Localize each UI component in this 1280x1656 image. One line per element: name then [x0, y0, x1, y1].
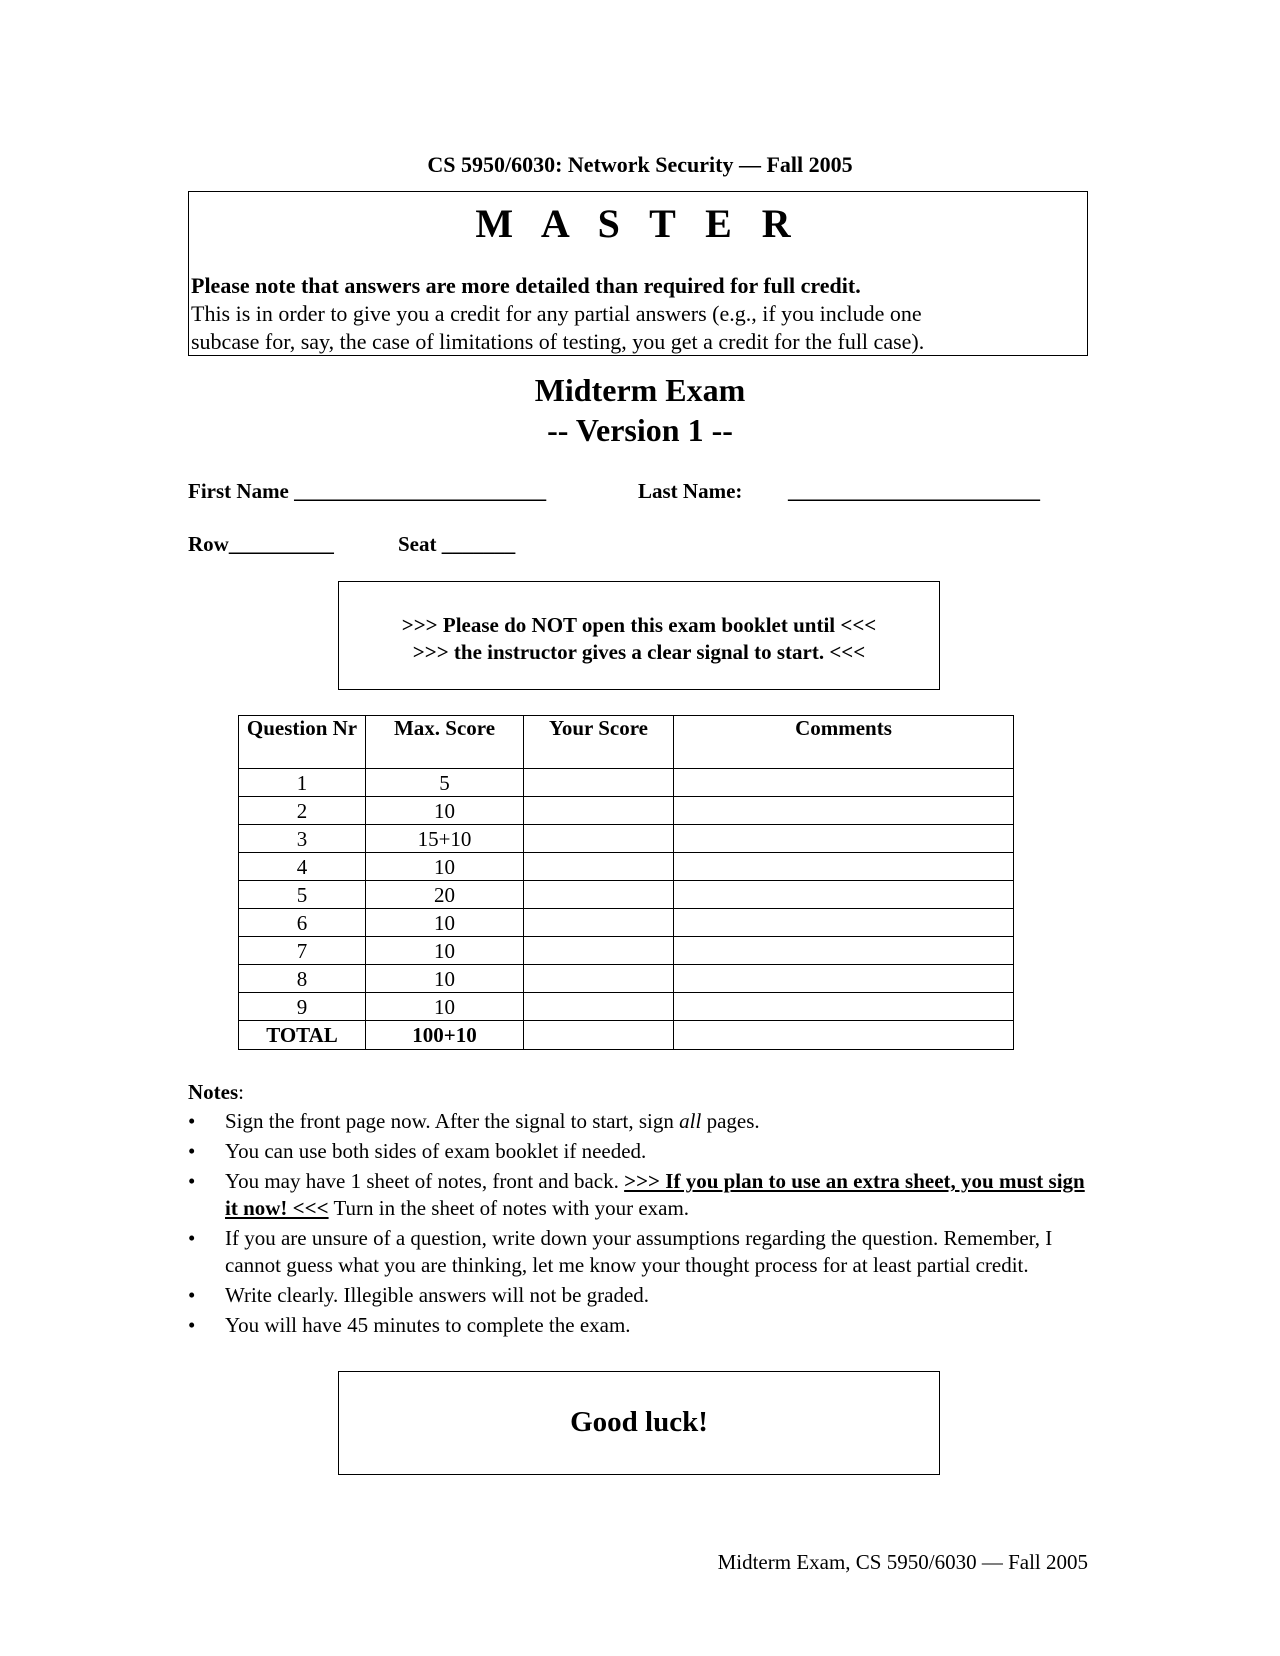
- note-1-emphasis: all: [679, 1109, 702, 1133]
- total-label: TOTAL: [239, 1021, 366, 1050]
- comments-cell[interactable]: [674, 993, 1014, 1021]
- notes-heading: [188, 1080, 244, 1105]
- bullet-icon: •: [188, 1139, 196, 1163]
- row-field[interactable]: Row__________: [188, 532, 334, 556]
- total-max-score: 100+10: [366, 1021, 524, 1050]
- table-row: [239, 797, 1014, 825]
- notes-heading-colon: :: [238, 1080, 244, 1104]
- notes-heading-label: Notes: [188, 1080, 239, 1104]
- master-label: M A S T E R: [475, 201, 801, 246]
- table-row: [239, 881, 1014, 909]
- do-not-open-warning: [338, 581, 940, 690]
- question-number: 4: [239, 853, 366, 881]
- max-score: 10: [366, 797, 524, 825]
- bullet-icon: •: [188, 1313, 196, 1337]
- comments-cell[interactable]: [674, 825, 1014, 853]
- table-row: [239, 965, 1014, 993]
- course-title: CS 5950/6030: Network Security — Fall 2005: [427, 152, 853, 177]
- list-item: [188, 1225, 1088, 1279]
- your-score-cell[interactable]: [524, 993, 674, 1021]
- list-item: [188, 1282, 1088, 1309]
- question-number: 5: [239, 881, 366, 909]
- your-score-cell[interactable]: [524, 769, 674, 797]
- comments-cell[interactable]: [674, 909, 1014, 937]
- master-note-bold: Please note that answers are more detailed than required for full credit.: [191, 273, 861, 298]
- warning-line-1: >>> Please do NOT open this exam booklet until <<<: [401, 613, 877, 637]
- header-question-nr: Question Nr: [239, 716, 366, 769]
- table-row: [239, 937, 1014, 965]
- exam-version: -- Version 1 --: [547, 412, 733, 448]
- list-item: [188, 1312, 1088, 1339]
- master-note-line-2: subcase for, say, the case of limitations of testing, you get a credit for the full case).: [191, 329, 925, 354]
- your-score-cell[interactable]: [524, 825, 674, 853]
- question-number: 8: [239, 965, 366, 993]
- your-score-cell[interactable]: [524, 853, 674, 881]
- total-comments-cell[interactable]: [674, 1021, 1014, 1050]
- question-number: 3: [239, 825, 366, 853]
- page-footer: Midterm Exam, CS 5950/6030 — Fall 2005: [717, 1550, 1088, 1574]
- table-row: [239, 853, 1014, 881]
- master-notice-box: [188, 191, 1088, 356]
- exam-title-block: [0, 370, 1280, 450]
- note-5: Write clearly. Illegible answers will not be graded.: [225, 1283, 650, 1307]
- score-table: [238, 715, 1014, 1050]
- comments-cell[interactable]: [674, 937, 1014, 965]
- max-score: 10: [366, 909, 524, 937]
- max-score: 10: [366, 853, 524, 881]
- good-luck-text: Good luck!: [570, 1406, 708, 1438]
- comments-cell[interactable]: [674, 881, 1014, 909]
- first-name-field[interactable]: First Name ________________________: [188, 479, 547, 503]
- question-number: 6: [239, 909, 366, 937]
- question-number: 7: [239, 937, 366, 965]
- header-max-score: Max. Score: [366, 716, 524, 769]
- header-comments: Comments: [674, 716, 1014, 769]
- note-6: You will have 45 minutes to complete the exam.: [225, 1313, 631, 1337]
- max-score: 5: [366, 769, 524, 797]
- exam-title: Midterm Exam: [534, 372, 746, 408]
- bullet-icon: •: [188, 1226, 196, 1250]
- note-2: You can use both sides of exam booklet if needed.: [225, 1139, 647, 1163]
- table-row: [239, 769, 1014, 797]
- note-3-part-a: You may have 1 sheet of notes, front and back.: [225, 1169, 625, 1193]
- max-score: 20: [366, 881, 524, 909]
- question-number: 9: [239, 993, 366, 1021]
- max-score: 15+10: [366, 825, 524, 853]
- note-3-part-b: Turn in the sheet of notes with your exam.: [328, 1196, 690, 1220]
- max-score: 10: [366, 937, 524, 965]
- header-your-score: Your Score: [524, 716, 674, 769]
- max-score: 10: [366, 993, 524, 1021]
- max-score: 10: [366, 965, 524, 993]
- question-number: 2: [239, 797, 366, 825]
- master-note: [191, 272, 924, 356]
- note-1-part-b: pages.: [701, 1109, 760, 1133]
- your-score-cell[interactable]: [524, 797, 674, 825]
- warning-line-2: >>> the instructor gives a clear signal to start. <<<: [412, 640, 866, 664]
- comments-cell[interactable]: [674, 853, 1014, 881]
- table-header-row: [239, 716, 1014, 769]
- bullet-icon: •: [188, 1283, 196, 1307]
- total-row: [239, 1021, 1014, 1050]
- table-row: [239, 909, 1014, 937]
- note-1-part-a: Sign the front page now. After the signal to start, sign: [225, 1109, 680, 1133]
- list-item: [188, 1168, 1088, 1222]
- last-name-label: Last Name:: [638, 479, 743, 503]
- table-row: [239, 825, 1014, 853]
- note-3-extra-sheet-warning: >>> If you plan to use an extra sheet, you must sign it now! <<<: [225, 1169, 1085, 1220]
- list-item: [188, 1108, 1088, 1135]
- notes-list: [188, 1108, 1088, 1342]
- master-note-line-1: This is in order to give you a credit for any partial answers (e.g., if you include one: [191, 301, 922, 326]
- your-score-cell[interactable]: [524, 881, 674, 909]
- note-4: If you are unsure of a question, write down your assumptions regarding the question. Remember, I cannot guess what you are thinking, let me know your thought process for at least partial credit.: [225, 1226, 1053, 1277]
- comments-cell[interactable]: [674, 797, 1014, 825]
- your-score-cell[interactable]: [524, 937, 674, 965]
- question-number: 1: [239, 769, 366, 797]
- last-name-field[interactable]: ________________________: [788, 479, 1040, 503]
- bullet-icon: •: [188, 1169, 196, 1193]
- list-item: [188, 1138, 1088, 1165]
- seat-field[interactable]: Seat _______: [398, 532, 516, 556]
- your-score-cell[interactable]: [524, 965, 674, 993]
- total-your-score-cell[interactable]: [524, 1021, 674, 1050]
- bullet-icon: •: [188, 1109, 196, 1133]
- comments-cell[interactable]: [674, 965, 1014, 993]
- table-row: [239, 993, 1014, 1021]
- good-luck-box: [338, 1371, 940, 1475]
- your-score-cell[interactable]: [524, 909, 674, 937]
- comments-cell[interactable]: [674, 769, 1014, 797]
